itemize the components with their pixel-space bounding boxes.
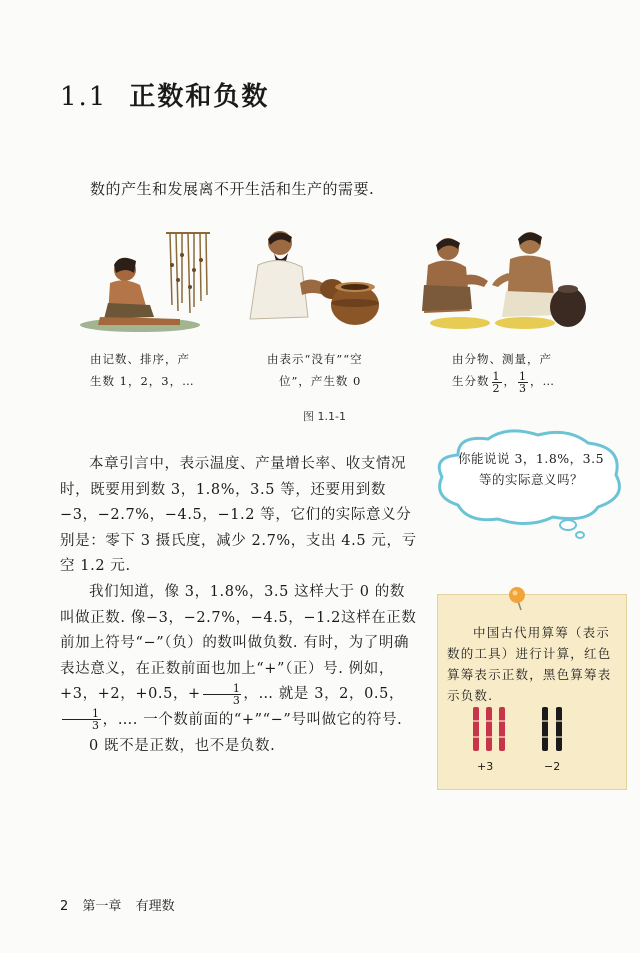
section-number: 1.1: [60, 82, 108, 112]
intro-sentence: 数的产生和发展离不开生活和生产的需要.: [90, 180, 375, 198]
page-footer: [60, 895, 185, 914]
page-number: 2: [60, 899, 69, 914]
paragraph-1: 本章引言中，表示温度、产量增长率、收支情况时，既要用到数 3，1.8%，3.5 等，还要用到数−3，−2.7%，−4.5，−1.2 等，它们的实际意义分别是：零下 3 摄氏度，减少 2.7%，支出 4.5 元，亏空 1.2 元.: [60, 456, 417, 575]
figure-caption-zero: 由表示“没有”“空 位”，产生数 0: [267, 352, 363, 388]
counting-rods-negative-icon: [540, 705, 566, 753]
figure-caption-counting: 由记数、排序，产 生数 1，2，3，…: [90, 352, 195, 388]
illustration-pots: [240, 225, 390, 335]
rod-positive-label: +3: [477, 760, 494, 773]
section-title: [60, 76, 269, 113]
pin-icon: [505, 584, 529, 612]
fraction-one-third: $\frac{1}{3}$: [62, 708, 101, 731]
chapter-title: 有理数: [135, 899, 175, 914]
illustration-measuring: [410, 225, 590, 335]
body-text: [60, 452, 420, 759]
fraction-one-third: $\frac{1}{3}$: [203, 683, 242, 706]
illustration-counting: [70, 225, 220, 335]
fraction-one-half: $\frac{1}{2}$: [492, 369, 501, 395]
fraction-one-third: $\frac{1}{3}$: [519, 369, 527, 395]
paragraph-2: 我们知道，像 3，1.8%，3.5 这样大于 0 的数叫做正数. 像−3，−2.7%，−4.5，−1.2这样在正数前加上符号“−”（负）的数叫做负数. 有时，为了明确表达意义，在正数前面也加上“+”（正）号. 例如，+3，+2，+0.5，+ $\frac{1}{3}$ ，… 就是 3，2，0.5， $\frac{1}{3}$ ，…. 一个数前面的“+”“−”号叫做它的符号.: [60, 583, 417, 733]
section-heading: 正数和负数: [129, 82, 270, 112]
rod-negative-label: −2: [544, 760, 561, 773]
thought-cloud-text: 你能说说 3，1.8%，3.5 等的实际意义吗？: [457, 451, 605, 487]
chapter-label: 第一章: [82, 899, 122, 914]
note-text: 中国古代用算筹（表示数的工具）进行计算，红色算筹表示正数，黑色算筹表示负数.: [447, 625, 612, 703]
paragraph-3: 0 既不是正数，也不是负数.: [89, 737, 276, 754]
figure-label: 图 1.1-1: [303, 410, 346, 423]
figure-caption-fractions: 由分物、测量，产 生分数 $\frac{1}{2}$ ， $\frac{1}{3}$ ，…: [452, 352, 555, 395]
counting-rods-positive-icon: [470, 705, 510, 753]
